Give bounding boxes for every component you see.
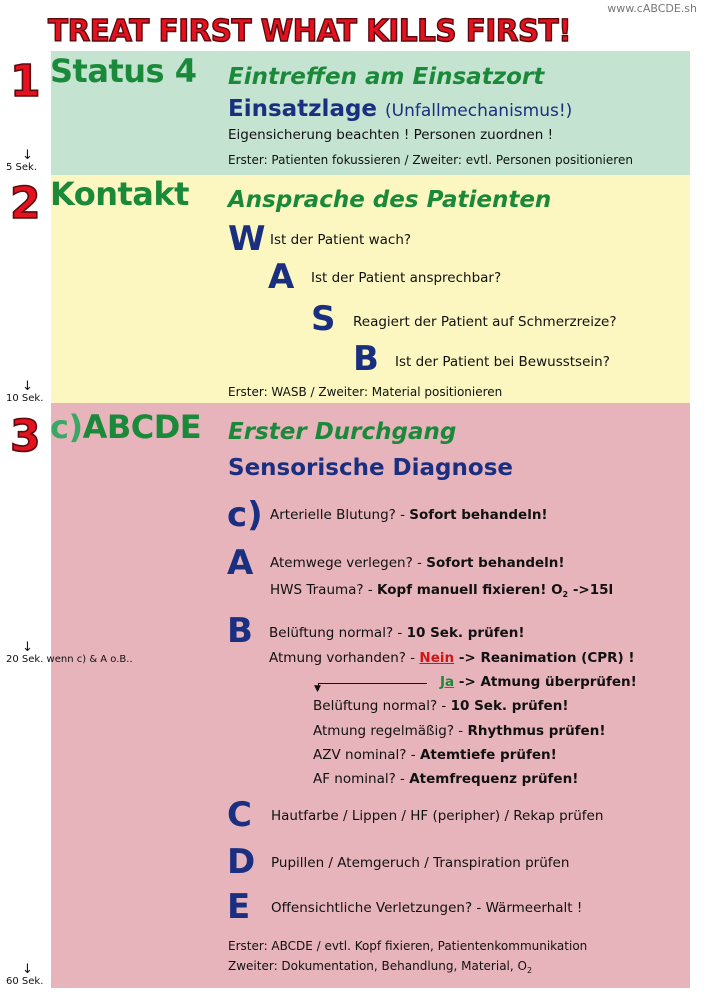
section-2-subtitle: Ansprache des Patienten	[228, 187, 552, 213]
section-1-heading: Einsatzlage (Unfallmechanismus!)	[228, 96, 573, 122]
abcde-letter-c: C	[227, 795, 252, 835]
time-marker-20: ↓ 20 Sek. wenn c) & A o.B..	[6, 640, 133, 665]
down-arrow-icon: ↓	[22, 379, 33, 394]
section-2-roles: Erster: WASB / Zweiter: Material positionieren	[228, 385, 503, 399]
section-2-title: Kontakt	[50, 175, 189, 213]
answer-yes: Ja	[440, 674, 455, 690]
wasb-letter-b: B	[353, 339, 379, 379]
abcde-text-c: Hautfarbe / Lippen / HF (peripher) / Rekap prüfen	[271, 808, 604, 824]
abcde-letter-b: B	[227, 611, 253, 651]
abcde-text-d: Pupillen / Atemgeruch / Transpiration prüfen	[271, 855, 570, 871]
section-1-roles: Erster: Patienten fokussieren / Zweiter: evtl. Personen positionieren	[228, 153, 633, 167]
wasb-text-s: Reagiert der Patient auf Schmerzreize?	[353, 314, 617, 330]
section-3-subtitle: Erster Durchgang	[228, 419, 457, 445]
branch-connector-line	[318, 683, 427, 690]
down-arrow-icon: ↓	[22, 640, 33, 655]
time-marker-60: ↓ 60 Sek.	[6, 962, 44, 987]
time-marker-10: ↓ 10 Sek.	[6, 379, 44, 404]
abcde-letter-a: A	[227, 543, 254, 583]
section-3-heading: Sensorische Diagnose	[228, 455, 513, 481]
abcde-letter-c-small: c)	[227, 495, 263, 535]
headline: TREAT FIRST WHAT KILLS FIRST!	[48, 14, 572, 49]
section-1-subtitle: Eintreffen am Einsatzort	[228, 64, 545, 90]
step-number-2: 2	[10, 178, 41, 229]
abcde-text-b-2: Atmung vorhanden? - Nein -> Reanimation (CPR) !	[269, 650, 635, 666]
abcde-text-c-small: Arterielle Blutung? - Sofort behandeln!	[270, 507, 548, 523]
wasb-text-b: Ist der Patient bei Bewusstsein?	[395, 354, 610, 370]
abcde-text-e: Offensichtliche Verletzungen? - Wärmeerhalt !	[271, 900, 583, 916]
section-3-roles-1: Erster: ABCDE / evtl. Kopf fixieren, Patientenkommunikation	[228, 939, 588, 953]
abcde-text-a-1: Atemwege verlegen? - Sofort behandeln!	[270, 555, 565, 571]
wasb-letter-s: S	[311, 299, 336, 339]
abcde-letter-e: E	[227, 887, 251, 927]
branch-down-arrow-icon: ▼	[314, 684, 321, 694]
down-arrow-icon: ↓	[22, 148, 33, 163]
section-1-line: Eigensicherung beachten ! Personen zuordnen !	[228, 127, 554, 143]
time-marker-5: ↓ 5 Sek.	[6, 148, 38, 173]
abcde-text-b-3: Ja -> Atmung überprüfen!	[440, 674, 637, 690]
abcde-sub-line: AF nominal? - Atemfrequenz prüfen!	[313, 771, 579, 787]
section-3-title: c)ABCDE	[50, 408, 202, 446]
abcde-sub-line: Atmung regelmäßig? - Rhythmus prüfen!	[313, 723, 606, 739]
wasb-text-w: Ist der Patient wach?	[270, 232, 412, 248]
wasb-letter-a: A	[268, 257, 295, 297]
wasb-text-a: Ist der Patient ansprechbar?	[311, 270, 502, 286]
step-number-1: 1	[10, 56, 41, 107]
wasb-letter-w: W	[228, 219, 266, 259]
down-arrow-icon: ↓	[22, 962, 33, 977]
abcde-sub-line: Belüftung normal? - 10 Sek. prüfen!	[313, 698, 569, 714]
abcde-letter-d: D	[227, 842, 256, 882]
abcde-text-b-1: Belüftung normal? - 10 Sek. prüfen!	[269, 625, 525, 641]
site-url[interactable]: www.cABCDE.sh	[607, 2, 697, 15]
abcde-sub-line: AZV nominal? - Atemtiefe prüfen!	[313, 747, 557, 763]
step-number-3: 3	[10, 411, 41, 462]
answer-no: Nein	[419, 650, 455, 666]
section-1-title: Status 4	[50, 52, 197, 90]
abcde-text-a-2: HWS Trauma? - Kopf manuell fixieren! $O_2$ ->15l	[270, 582, 614, 599]
section-3-roles-2: Zweiter: Dokumentation, Behandlung, Material, $O_2$	[228, 959, 533, 975]
